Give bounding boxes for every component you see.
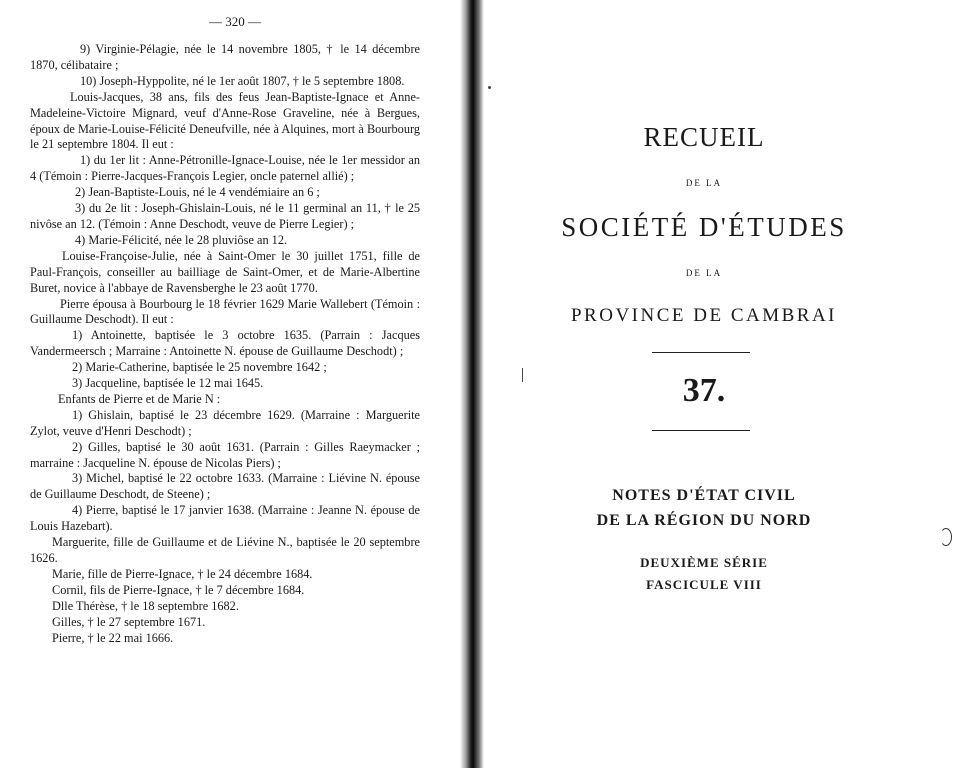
text-line: 1) Ghislain, baptisé le 23 décembre 1629. (Marraine : Marguerite Zylot, veuve d'Henri Deschodt) ; — [30, 407, 420, 438]
series-info — [484, 552, 924, 596]
volume-number: 37. — [682, 372, 726, 409]
text-line: 4) Pierre, baptisé le 17 janvier 1638. (Marraine : Jeanne N. épouse de Louis Hazebart). — [30, 503, 420, 534]
text-line: 2) Gilles, baptisé le 30 août 1631. (Parrain : Gilles Raeymacker ; marraine : Jacqueline N. épouse de Nicolas Piers) ; — [30, 439, 420, 470]
text-line: 3) du 2e lit : Joseph-Ghislain-Louis, né le 11 germinal an 11, † le 25 nivôse an 12. (Témoin : Anne Deschodt, veuve de Pierre Legier) ; — [30, 201, 420, 231]
scan-speck — [940, 528, 952, 546]
text-line: 10) Joseph-Hyppolite, né le 1er août 1807, † le 5 septembre 1808. — [80, 73, 405, 88]
series-label: DEUXIÈME SÉRIE — [640, 555, 768, 570]
text-line: 3) Michel, baptisé le 22 octobre 1633. (Marraine : Liévine N. épouse de Guillaume Deschodt, de Steene) ; — [30, 471, 420, 502]
scan-speck — [522, 368, 523, 382]
text-line: Dlle Thérèse, † le 18 septembre 1682. — [52, 598, 239, 613]
text-line: 3) Jacqueline, baptisée le 12 mai 1645. — [72, 376, 264, 391]
text-line: 2) Jean-Baptiste-Louis, né le 4 vendémiaire an 6 ; — [75, 185, 320, 200]
title-societe: SOCIÉTÉ D'ÉTUDES — [561, 212, 847, 242]
text-line: 4) Marie-Félicité, née le 28 pluviôse an 12. — [75, 232, 288, 247]
book-gutter — [460, 0, 484, 768]
text-line: Cornil, fils de Pierre-Ignace, † le 7 décembre 1684. — [52, 582, 305, 597]
text-line: 1) Antoinette, baptisée le 3 octobre 1635. (Parrain : Jacques Vandermeersch ; Marraine : Antoinette N. épouse de Guillaume Deschodt) ; — [30, 328, 420, 359]
title-recueil: RECUEIL — [643, 122, 765, 152]
text-line: Gilles, † le 27 septembre 1671. — [52, 614, 206, 629]
text-line: Marguerite, fille de Guillaume et de Liévine N., baptisée le 20 septembre 1626. — [30, 535, 420, 565]
text-line: Louis-Jacques, 38 ans, fils des feus Jean-Baptiste-Ignace et Anne-Madeleine-Victoire Mignard, veuf d'Anne-Rose Graveline, née à Bergues, époux de Marie-Louise-Félicité Deneufville, née à Alquines, mort à Bourbourg le 21 septembre 1804. Il eut : — [30, 89, 420, 152]
divider-rule — [652, 430, 750, 431]
text-line: 1) du 1er lit : Anne-Pétronille-Ignace-Louise, née le 1er messidor an 4 (Témoin : Pierre-Jacques-François Legier, oncle paternel allié) ; — [30, 153, 420, 184]
text-line: Pierre épousa à Bourbourg le 18 février 1629 Marie Wallebert (Témoin : Guillaume Deschodt). Il eut : — [30, 296, 420, 327]
de-la-label: DE LA — [685, 178, 723, 188]
subtitle-line-2: DE LA RÉGION DU NORD — [596, 512, 812, 529]
title-province: PROVINCE DE CAMBRAI — [570, 305, 838, 326]
text-line: Louise-Françoise-Julie, née à Saint-Omer le 30 juillet 1751, fille de Paul-François, conseiller au bailliage de Saint-Omer, et de Marie-Albertine Buret, novice à l'abbaye de Ravensberghe le 23 août 1770. — [30, 248, 420, 295]
subtitle — [484, 483, 924, 533]
genealogy-text — [30, 42, 420, 646]
right-page — [484, 0, 961, 768]
subtitle-line-1: NOTES D'ÉTAT CIVIL — [612, 487, 796, 504]
de-la-label: DE LA — [685, 268, 723, 278]
scan-speck — [488, 86, 491, 89]
text-line: Enfants de Pierre et de Marie N : — [58, 391, 221, 406]
page-number: — 320 — — [209, 14, 261, 29]
text-line: Marie, fille de Pierre-Ignace, † le 24 décembre 1684. — [52, 566, 313, 581]
left-page — [0, 0, 470, 768]
text-line: 2) Marie-Catherine, baptisée le 25 novembre 1642 ; — [72, 360, 327, 375]
divider-rule — [652, 352, 750, 353]
text-line: Pierre, † le 22 mai 1666. — [52, 630, 174, 645]
text-line: 9) Virginie-Pélagie, née le 14 novembre 1805, † le 14 décembre 1870, célibataire ; — [30, 42, 420, 72]
fascicule-label: FASCICULE VIII — [646, 577, 762, 592]
